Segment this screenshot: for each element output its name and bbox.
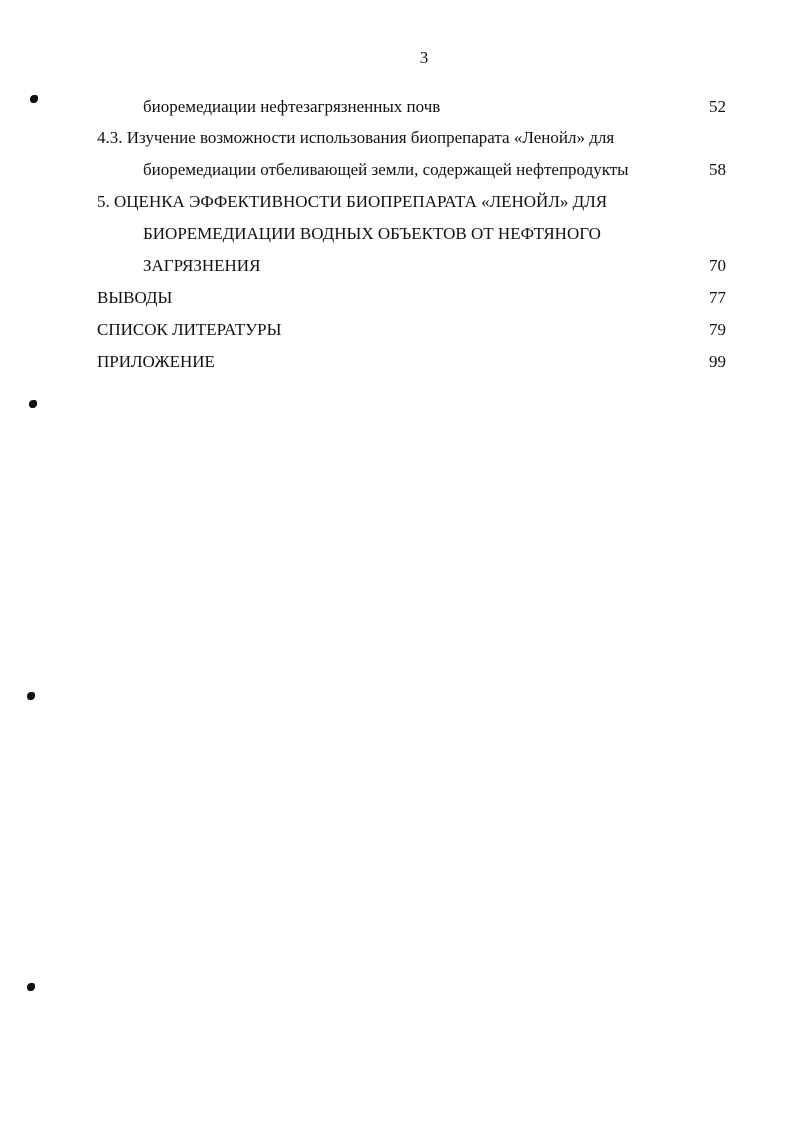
toc-entry-text: 5. ОЦЕНКА ЭФФЕКТИВНОСТИ БИОПРЕПАРАТА «ЛЕНОЙЛ» ДЛЯ [97,192,608,211]
toc-entry-text: БИОРЕМЕДИАЦИИ ВОДНЫХ ОБЪЕКТОВ ОТ НЕФТЯНОГО [143,224,601,243]
toc-entry-text: биоремедиации отбеливающей земли, содержащей нефтепродукты [143,160,629,179]
page-number: 3 [419,48,429,67]
toc-entry-page: 70 [709,256,726,275]
toc-entry-page: 79 [709,320,726,339]
toc-entry-text: 4.3. Изучение возможности использования биопрепарата «Ленойл» для [97,128,615,147]
toc-entry-page [690,123,726,153]
toc-entry-page [690,187,726,217]
toc-entry-text: ВЫВОДЫ [97,288,173,307]
toc-entry-text: биоремедиации нефтезагрязненных почв [143,97,441,116]
toc-entry-page: 99 [709,352,726,371]
scan-mark [30,95,38,103]
scan-mark [27,692,35,700]
scan-mark [27,983,35,991]
toc-entry-text: СПИСОК ЛИТЕРАТУРЫ [97,320,282,339]
toc-entry-text: ПРИЛОЖЕНИЕ [97,352,215,371]
scan-mark [29,400,37,408]
toc-entry-page: 58 [709,160,726,179]
toc-entry-page: 52 [709,97,726,116]
toc-entry-text: ЗАГРЯЗНЕНИЯ [143,256,261,275]
toc-entry-page [690,219,726,249]
toc-entry-page: 77 [709,288,726,307]
